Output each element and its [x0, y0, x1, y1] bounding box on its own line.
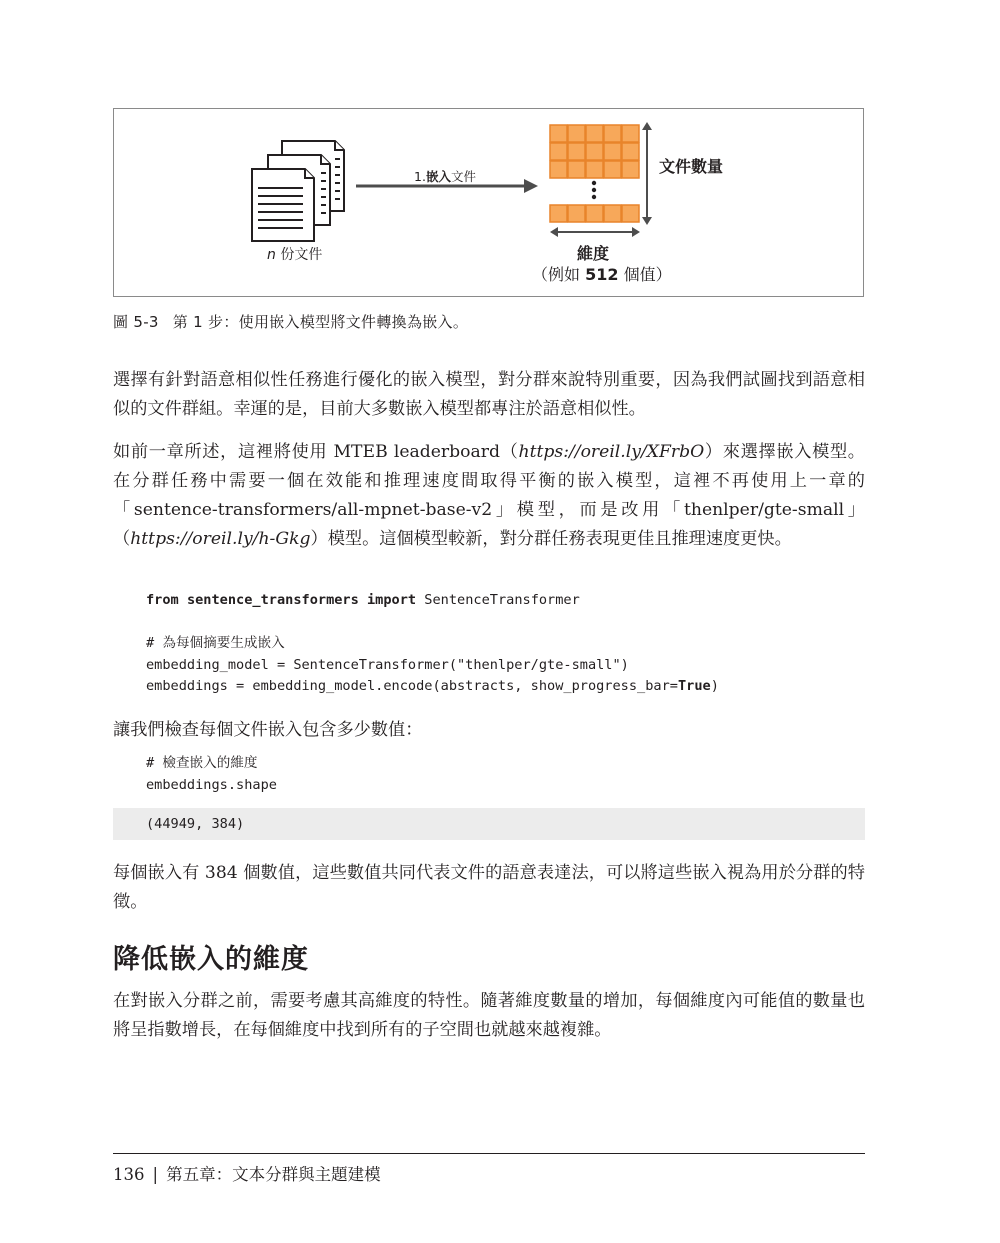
- chapter-title: 第五章：文本分群與主題建模: [166, 1165, 381, 1184]
- code-line-3: embedding_model = SentenceTransformer("thenlper/gte-small"): [146, 656, 629, 673]
- paragraph-2: [113, 438, 865, 554]
- figure-caption: [113, 311, 468, 332]
- code-block-1: [146, 590, 719, 698]
- code-keyword-from: from: [146, 592, 179, 608]
- rows-label: 文件數量: [659, 157, 724, 176]
- caption-number: 圖 5-3: [113, 313, 159, 331]
- code-output-text: (44949, 384): [146, 816, 245, 832]
- code-module: sentence_transformers: [186, 592, 359, 608]
- code-line-4: [146, 676, 719, 698]
- paragraph-1: 選擇有針對語意相似性任務進行優化的嵌入模型，對分群來說特別重要，因為我們試圖找到語意相似的文件群組。幸運的是，目前大多數嵌入模型都專注於語意相似性。: [113, 370, 865, 419]
- arrow-label-num: 1.: [414, 169, 426, 184]
- paragraph-5: 在對嵌入分群之前，需要考慮其高維度的特性。隨著維度數量的增加，每個維度內可能值的數量也將呈指數增長，在每個維度中找到所有的子空間也就越來越複雜。: [113, 991, 865, 1040]
- arrow-label: [414, 167, 476, 185]
- code-comment-2: # 檢查嵌入的維度: [146, 755, 258, 771]
- cols-sublabel-pre: （例如: [532, 265, 586, 284]
- code-class: SentenceTransformer: [424, 592, 580, 608]
- figure-diagram: [113, 108, 864, 297]
- documents-label-text: 份文件: [275, 247, 323, 263]
- section-heading: 降低嵌入的維度: [113, 944, 309, 975]
- documents-icon: [252, 141, 344, 241]
- code-comment-1: # 為每個摘要生成嵌入: [146, 635, 285, 651]
- paragraph-3: 讓我們檢查每個文件嵌入包含多少數值：: [113, 720, 423, 740]
- cols-sublabel-num: 512: [585, 265, 619, 284]
- paragraph-2-text-2: ）來選擇嵌入模型。在分群任務中需要一個在效能和推理速度間取得平衡的嵌入模型，這裡不再使用上一章的「sentence-transformers/all-mpnet-base-v2」模型，而是改用「thenlper/gte-small」（: [113, 442, 865, 549]
- code-block-2: [146, 753, 277, 796]
- link-gte-small[interactable]: https://oreil.ly/h-Gkg: [130, 529, 311, 549]
- code-keyword-true: True: [677, 678, 711, 694]
- code-keyword-import: import: [367, 592, 417, 608]
- rows-arrow: [642, 122, 652, 225]
- documents-label-n: n: [267, 247, 276, 263]
- code-import-line: [146, 590, 719, 612]
- cols-sublabel: [532, 262, 672, 285]
- documents-label: [267, 244, 322, 264]
- footer-rule: [113, 1153, 865, 1154]
- code-output: [113, 808, 865, 840]
- cols-arrow: [550, 227, 640, 237]
- paragraph-4: 每個嵌入有 384 個數值，這些數值共同代表文件的語意表達法，可以將這些嵌入視為用於分群的特徵。: [113, 863, 865, 912]
- arrow-label-rest: 文件: [450, 169, 476, 184]
- arrow-label-bold: 嵌入: [425, 169, 451, 184]
- page-footer: [113, 1161, 381, 1185]
- code-shape-line: embeddings.shape: [146, 776, 277, 793]
- page-number: 136: [113, 1165, 145, 1184]
- ellipsis-dots: [592, 181, 596, 199]
- footer-separator: |: [152, 1165, 159, 1184]
- caption-text: 第 1 步：使用嵌入模型將文件轉換為嵌入。: [172, 313, 469, 331]
- paragraph-2-text-1: 如前一章所述，這裡將使用 MTEB leaderboard（: [113, 442, 519, 462]
- cols-label: 維度: [577, 244, 610, 263]
- embedding-matrix: [550, 125, 639, 222]
- code-line-4-post: ): [710, 678, 719, 694]
- code-line-4-pre: embeddings = embedding_model.encode(abstracts, show_progress_bar=: [146, 678, 678, 694]
- link-mteb[interactable]: https://oreil.ly/XFrbO: [518, 442, 705, 462]
- cols-sublabel-post: 個值）: [618, 265, 672, 284]
- paragraph-2-text-3: ）模型。這個模型較新，對分群任務表現更佳且推理速度更快。: [310, 529, 792, 549]
